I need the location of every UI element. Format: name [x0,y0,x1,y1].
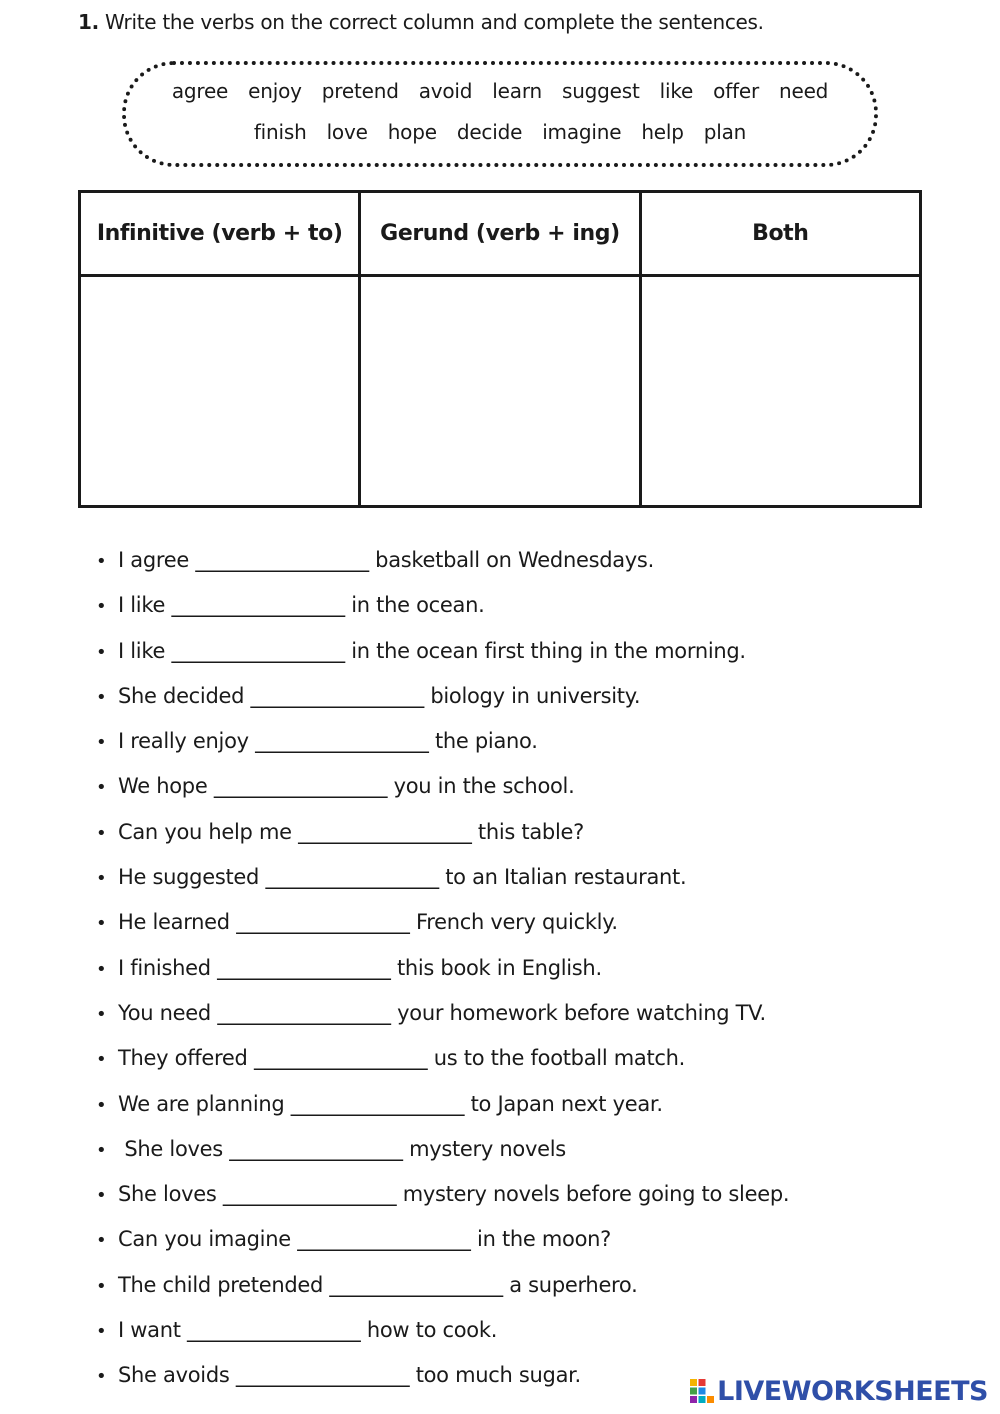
word-bank-item[interactable]: plan [703,120,747,144]
word-bank-item[interactable]: need [778,79,829,103]
answer-blank[interactable]: _________________ [217,955,391,980]
sentence-start: I finished [118,955,211,980]
answer-blank[interactable]: _________________ [250,683,424,708]
answer-blank[interactable]: _________________ [236,910,410,935]
liveworksheets-logo-icon [689,1378,715,1404]
word-bank-item[interactable]: decide [456,120,523,144]
bullet: • [96,868,107,890]
gerund-column-header: Gerund (verb + ing) [360,192,640,276]
word-bank-item[interactable]: pretend [321,79,399,103]
sentence-item [96,1310,789,1355]
sorting-table [78,190,922,508]
bullet: • [96,1321,107,1343]
sentence-start: She loves [118,1182,217,1207]
both-column-header: Both [640,192,920,276]
gerund-drop-zone[interactable] [360,276,640,507]
sentence-end: too much sugar. [415,1363,581,1388]
sentence-start: The child pretended [118,1272,324,1297]
sentence-start: He suggested [118,865,260,890]
sentence-end: basketball on Wednesdays. [375,548,654,572]
sentence-item [96,721,789,766]
sentence-end: in the ocean. [351,593,485,618]
sentence-start: Can you imagine [118,1227,291,1252]
sentence-end: in the ocean first thing in the morning. [351,638,746,663]
sentence-start: Can you help me [118,819,292,844]
answer-blank[interactable]: _________________ [217,1000,391,1025]
sentence-start: We hope [118,774,208,799]
sentence-item [96,585,789,630]
sentence-end: French very quickly. [416,910,618,935]
sentence-item [96,902,789,947]
bullet: • [96,686,107,708]
bullet: • [96,777,107,799]
sentence-item [96,676,789,721]
answer-blank[interactable]: _________________ [171,593,345,618]
sentence-item [96,857,789,902]
sentence-end: how to cook. [366,1318,498,1343]
sentence-start: She avoids [118,1363,230,1388]
word-bank-item[interactable]: help [641,120,684,144]
answer-blank[interactable]: _________________ [297,1227,471,1252]
brand-name: LIVEWORKSHEETS [717,1375,988,1407]
instruction-text: Write the verbs on the correct column and complete the sentences. [104,10,764,34]
sentence-end: a superhero. [509,1272,638,1297]
sentence-end: us to the football match. [433,1046,686,1071]
sentence-start: I like [118,593,166,618]
word-bank-item[interactable]: like [659,79,694,103]
bullet: • [96,1185,107,1207]
sentence-item [96,948,789,993]
sentence-end: biology in university. [430,683,641,708]
word-bank-item[interactable]: love [326,120,368,144]
bullet: • [96,1003,107,1025]
bullet: • [96,1275,107,1297]
sentence-end: your homework before watching TV. [397,1000,766,1025]
answer-blank[interactable]: _________________ [235,1363,410,1388]
bullet: • [96,1366,107,1388]
word-bank-row-1 [126,79,874,103]
sentence-item [96,1265,789,1310]
sentence-end: you in the school. [393,774,575,799]
word-bank-item[interactable]: learn [492,79,542,103]
sentence-start: I like [118,638,166,663]
sentence-item [96,766,789,811]
word-bank-item[interactable]: avoid [418,79,473,103]
answer-blank[interactable]: _________________ [195,548,369,572]
sentence-start: You need [118,1000,211,1025]
sentence-start: We are planning [118,1091,285,1116]
bullet: • [96,596,107,618]
sentence-end: mystery novels [409,1136,566,1161]
answer-blank[interactable]: _________________ [171,638,345,663]
sentence-item [96,993,789,1038]
infinitive-drop-zone[interactable] [80,276,360,507]
sentence-start: I want [118,1318,181,1343]
answer-blank[interactable]: _________________ [298,819,472,844]
word-bank-row-2 [126,120,874,144]
sentence-item [96,1084,789,1129]
sentence-item [96,1174,789,1219]
infinitive-column-header: Infinitive (verb + to) [80,192,360,276]
word-bank-item[interactable]: finish [253,120,307,144]
word-bank-item[interactable]: imagine [542,120,622,144]
bullet: • [96,913,107,935]
answer-blank[interactable]: _________________ [213,774,388,799]
instruction-number: 1. [78,10,99,34]
sentence-item [96,1038,789,1083]
sentence-item [96,540,789,585]
word-bank-item[interactable]: enjoy [248,79,302,103]
sentence-end: in the moon? [477,1227,611,1252]
answer-blank[interactable]: _________________ [290,1091,465,1116]
word-bank-item[interactable]: offer [713,79,759,103]
sentence-start: She decided [118,683,245,708]
answer-blank[interactable]: _________________ [329,1272,503,1297]
word-bank-item[interactable]: suggest [561,79,640,103]
word-bank-item[interactable]: hope [387,120,437,144]
word-bank-item[interactable]: agree [171,79,229,103]
bullet: • [96,732,107,754]
answer-blank[interactable]: _________________ [265,865,439,890]
bullet: • [96,1139,107,1161]
sentence-item [96,1129,789,1174]
sentence-end: the piano. [434,729,538,754]
answer-blank[interactable]: _________________ [222,1182,397,1207]
sentence-start: They offered [118,1046,248,1071]
sentence-start: He learned [118,910,230,935]
bullet: • [96,1094,107,1116]
word-bank [122,61,878,167]
sorting-table-header-row [80,192,921,276]
both-drop-zone[interactable] [640,276,920,507]
answer-blank[interactable]: _________________ [229,1136,403,1161]
bullet: • [96,641,107,663]
sentence-end: this book in English. [396,955,602,980]
sentence-start: She loves [118,1136,223,1161]
sentence-item [96,812,789,857]
bullet: • [96,551,107,572]
sentence-start: I really enjoy [118,729,249,754]
sentence-end: to an Italian restaurant. [445,865,687,890]
sentence-end: this table? [477,819,584,844]
bullet: • [96,958,107,980]
answer-blank[interactable]: _________________ [187,1318,361,1343]
instruction [78,10,764,34]
sentence-item [96,1355,789,1400]
liveworksheets-brand [689,1376,988,1406]
sentence-item [96,631,789,676]
sentence-start: I agree [118,548,189,572]
answer-blank[interactable]: _________________ [255,729,429,754]
answer-blank[interactable]: _________________ [253,1046,428,1071]
bullet: • [96,1049,107,1071]
sentence-item [96,1219,789,1264]
sentence-end: mystery novels before going to sleep. [402,1182,790,1207]
bullet: • [96,822,107,844]
sorting-table-body-row [80,276,921,507]
sentence-end: to Japan next year. [470,1091,663,1116]
sentence-list [96,540,789,1401]
bullet: • [96,1230,107,1252]
